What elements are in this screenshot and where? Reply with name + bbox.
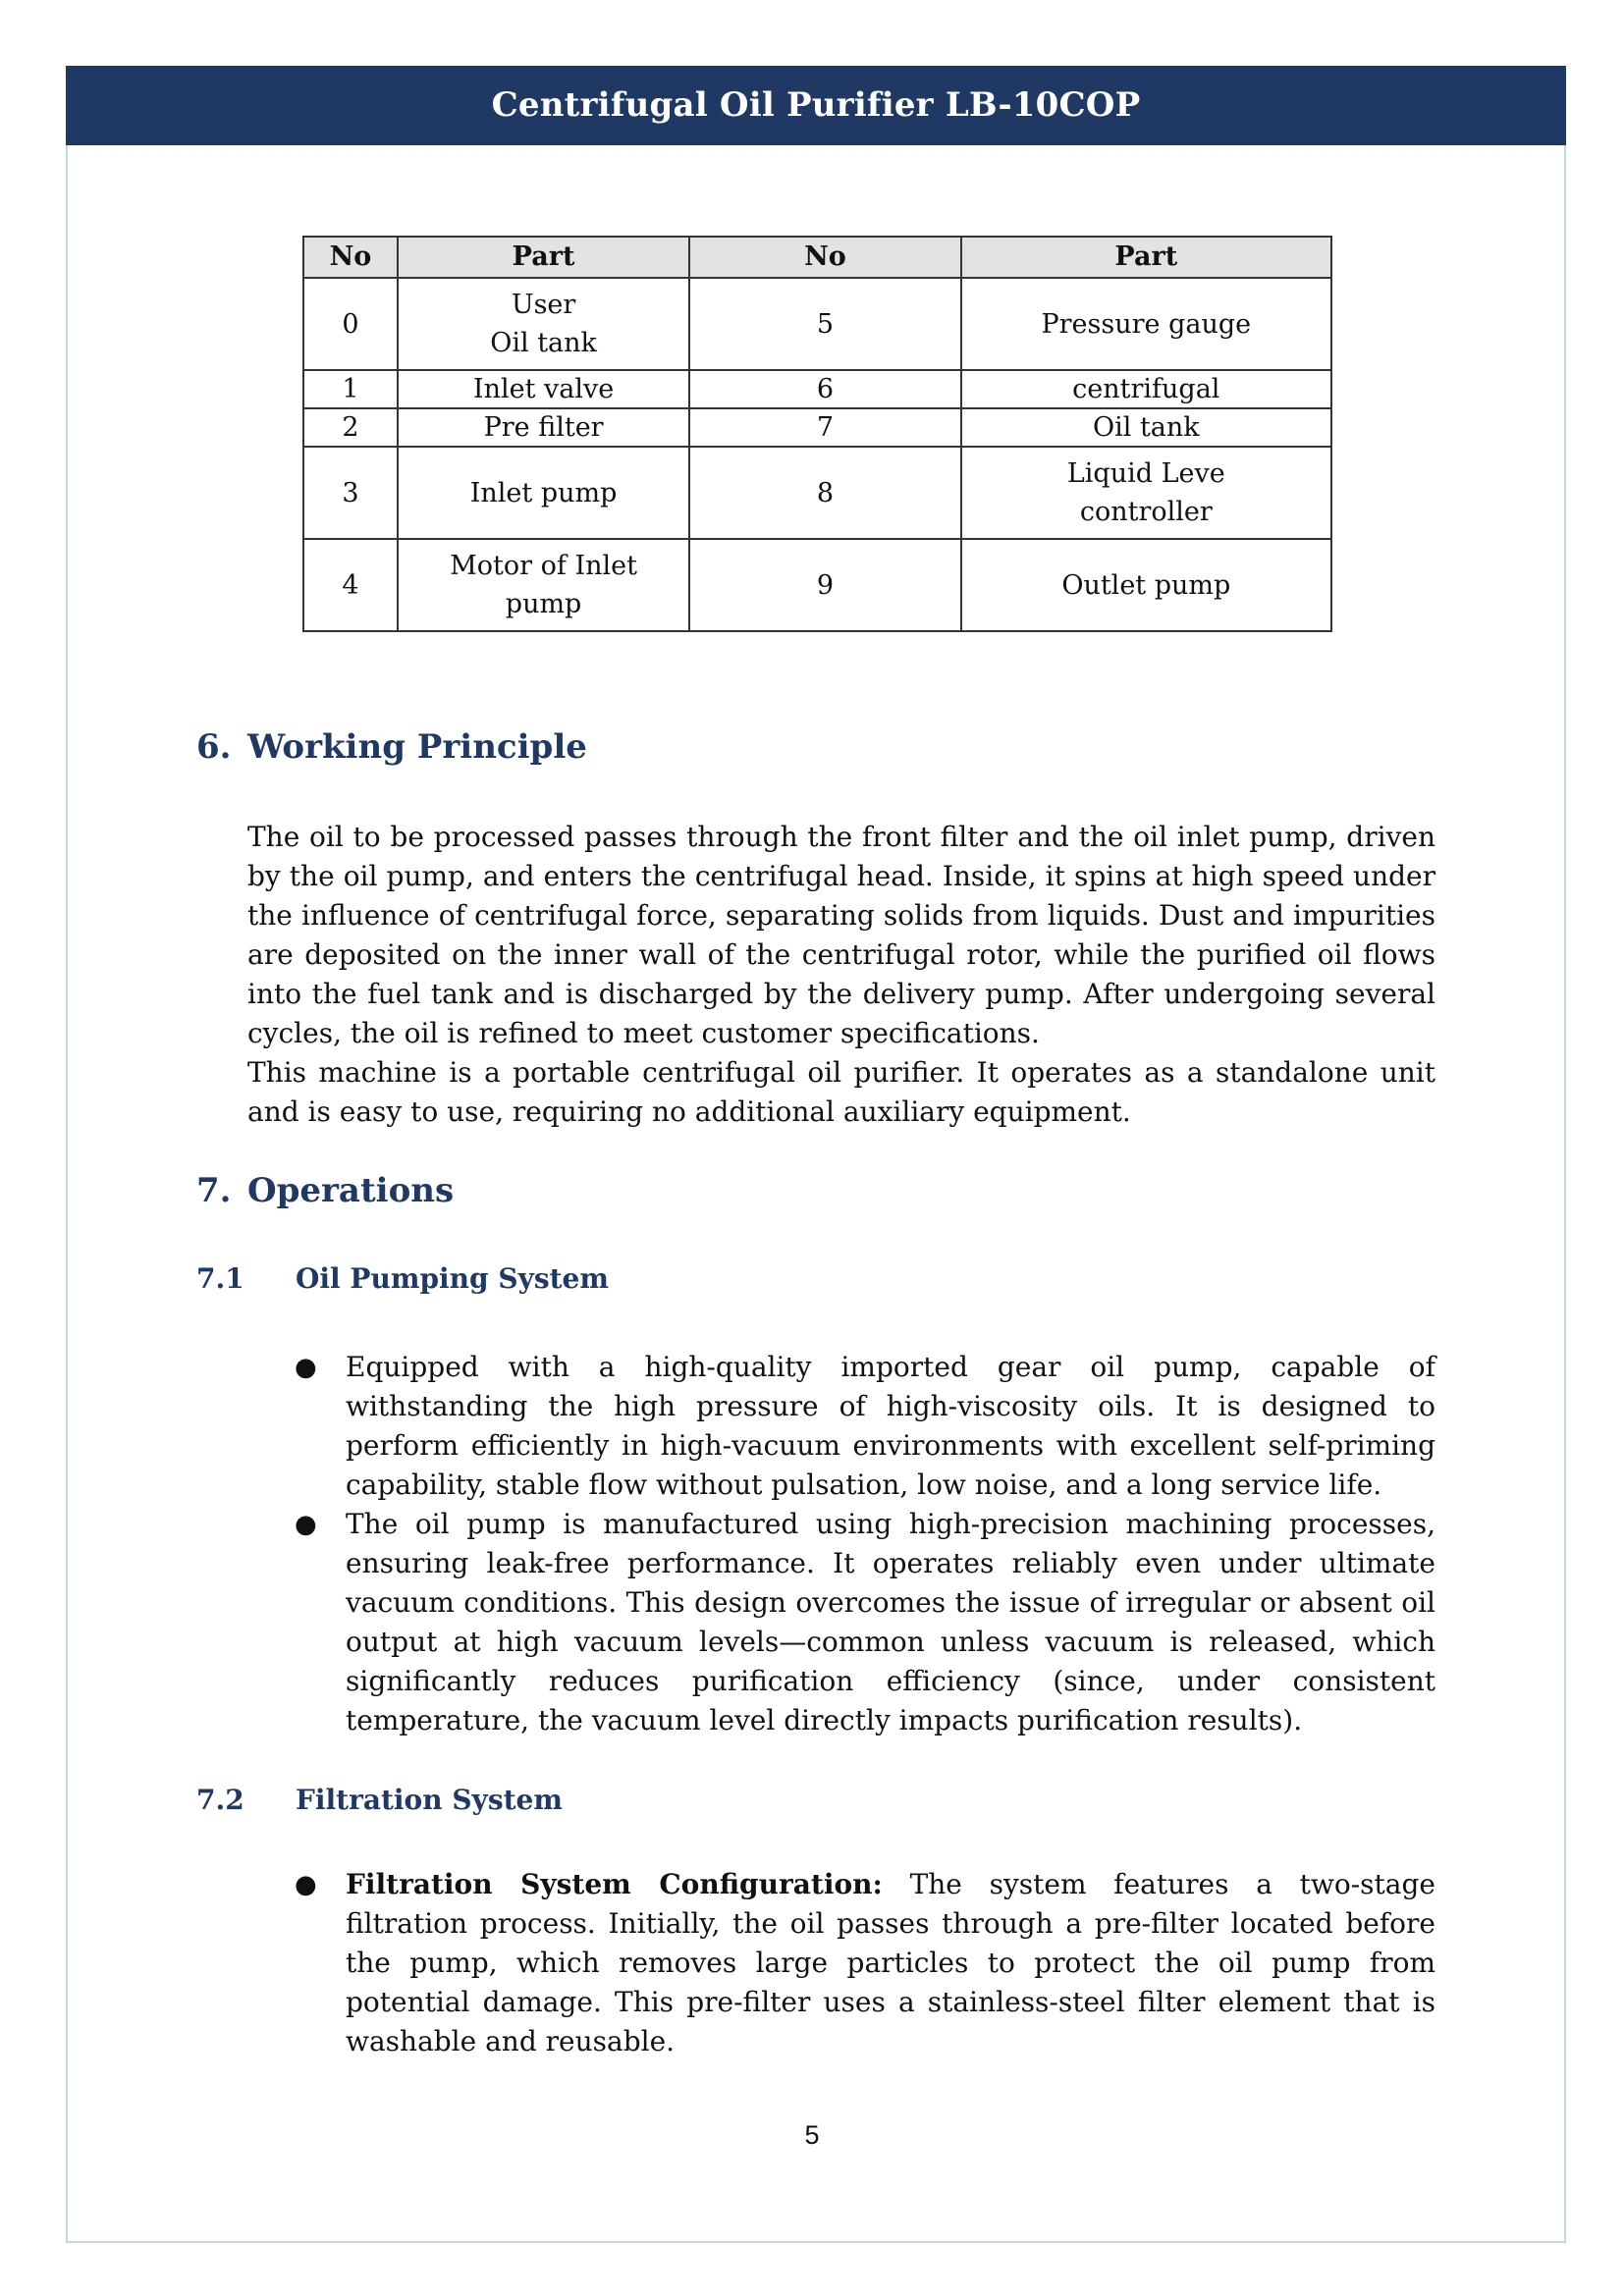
part-name: Inlet valve <box>398 370 689 408</box>
subsection-title: Oil Pumping System <box>296 1262 609 1295</box>
table-row <box>303 370 1331 408</box>
filtration-bullet-list <box>295 1865 1435 2061</box>
subsection-number: 7.1 <box>196 1262 244 1295</box>
section-number: 7. <box>196 1171 232 1210</box>
section-heading-working-principle <box>196 727 587 767</box>
column-header-no: No <box>303 237 398 278</box>
part-number: 3 <box>303 447 398 539</box>
subsection-title: Filtration System <box>296 1784 563 1816</box>
table-row <box>303 278 1331 370</box>
section-title: Working Principle <box>247 727 587 767</box>
parts-table <box>302 236 1332 632</box>
bullet-lead: Filtration System Configuration: <box>346 1868 883 1900</box>
bullet-icon: ● <box>295 1510 317 1539</box>
part-number: 9 <box>689 539 960 631</box>
table-row <box>303 408 1331 447</box>
part-number: 7 <box>689 408 960 447</box>
part-name: Pre filter <box>398 408 689 447</box>
bullet-icon: ● <box>295 1353 317 1382</box>
working-principle-paragraph: This machine is a portable centrifugal oil purifier. It operates as a standalone unit and is easy to use, requiring no additional auxiliary equipment. <box>247 1056 1435 1128</box>
table-header-row <box>303 237 1331 278</box>
section-heading-operations <box>196 1171 454 1210</box>
table-row <box>303 539 1331 631</box>
section-title: Operations <box>247 1171 455 1210</box>
oil-pumping-bullet-list <box>295 1348 1435 1740</box>
subsection-heading-filtration <box>196 1784 563 1816</box>
part-name: Outlet pump <box>961 539 1331 631</box>
section-number: 6. <box>196 727 232 767</box>
bullet-icon: ● <box>295 1870 317 1899</box>
part-number: 6 <box>689 370 960 408</box>
part-name: centrifugal <box>961 370 1331 408</box>
column-header-no: No <box>689 237 960 278</box>
part-number: 8 <box>689 447 960 539</box>
part-name: Inlet pump <box>398 447 689 539</box>
subsection-number: 7.2 <box>196 1784 244 1816</box>
part-name: Liquid Leve controller <box>961 447 1331 539</box>
subsection-heading-oil-pumping <box>196 1262 609 1295</box>
list-item: ● Filtration System Configuration: The system features a two-stage filtration process. Initially, the oil passes through a pre-filter located before the pump, which removes large particles to protect the oil pump from potential damage. This pre-filter uses a stainless-steel filter element that is washable and reusable. <box>346 1865 1435 2061</box>
column-header-part: Part <box>961 237 1331 278</box>
part-name: Motor of Inlet pump <box>398 539 689 631</box>
list-item: ● Equipped with a high-quality imported gear oil pump, capable of withstanding the high pressure of high-viscosity oils. It is designed to perform efficiently in high-vacuum environments with excellent self-priming capability, stable flow without pulsation, low noise, and a long service life. <box>346 1348 1435 1505</box>
page-number: 5 <box>804 2120 820 2150</box>
part-number: 4 <box>303 539 398 631</box>
part-number: 1 <box>303 370 398 408</box>
part-number: 5 <box>689 278 960 370</box>
part-name: Pressure gauge <box>961 278 1331 370</box>
table-row <box>303 447 1331 539</box>
part-number: 2 <box>303 408 398 447</box>
column-header-part: Part <box>398 237 689 278</box>
part-name: User Oil tank <box>398 278 689 370</box>
document-title: Centrifugal Oil Purifier LB-10COP <box>491 85 1141 125</box>
part-name: Oil tank <box>961 408 1331 447</box>
list-item: ● The oil pump is manufactured using high-precision machining processes, ensuring leak-free performance. It operates reliably even under ultimate vacuum conditions. This design overcomes the issue of irregular or absent oil output at high vacuum levels—common unless vacuum is released, which significantly reduces purification efficiency (since, under consistent temperature, the vacuum level directly impacts purification results). <box>346 1505 1435 1740</box>
part-number: 0 <box>303 278 398 370</box>
working-principle-paragraph: The oil to be processed passes through the front filter and the oil inlet pump, driven by the oil pump, and enters the centrifugal head. Inside, it spins at high speed under the influence of centrifugal force, separating solids from liquids. Dust and impurities are deposited on the inner wall of the centrifugal rotor, while the purified oil flows into the fuel tank and is discharged by the delivery pump. After undergoing several cycles, the oil is refined to meet customer specifications. <box>247 821 1435 1049</box>
document-header <box>66 66 1566 145</box>
